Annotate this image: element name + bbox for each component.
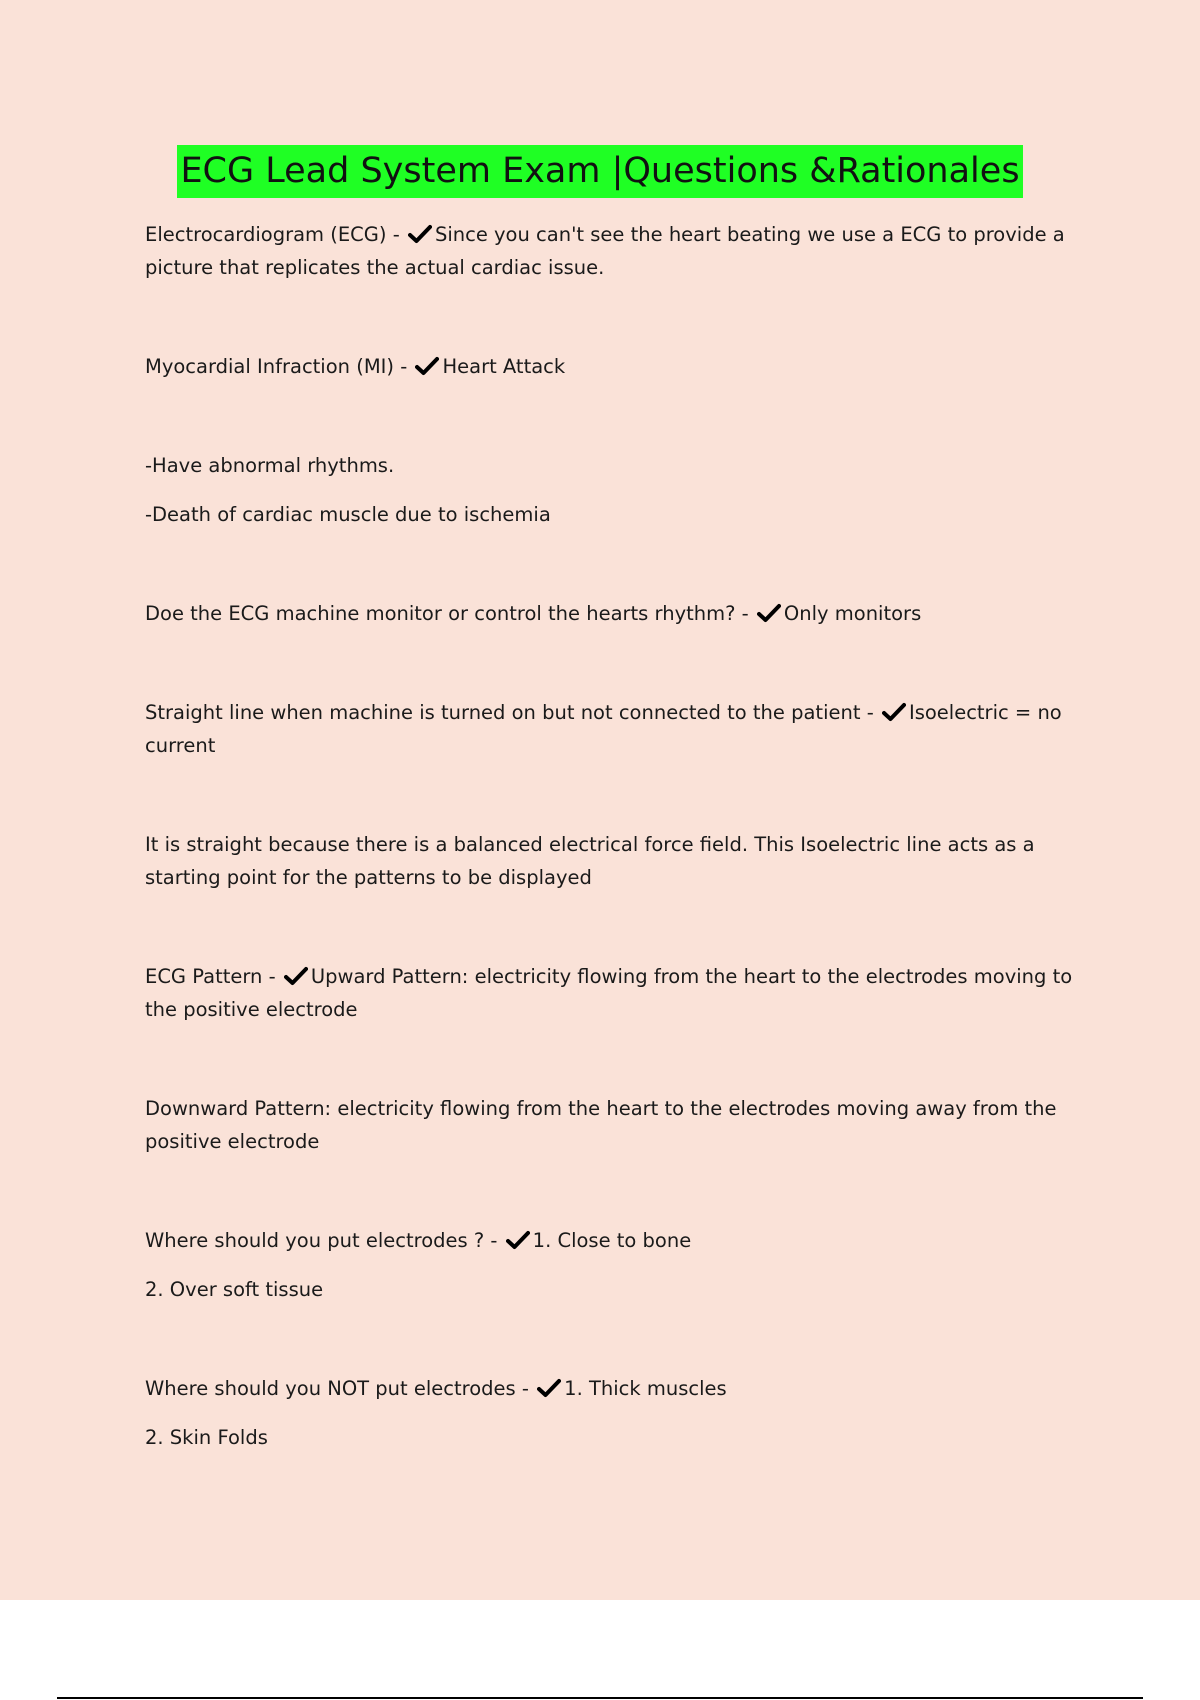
answer-continuation: 2. Over soft tissue: [145, 1278, 324, 1301]
answer-text: Since you can't see the heart beating we use a ECG to provide a picture that replicates the actual cardiac issue.: [145, 223, 1065, 279]
qa-entry-monitor: [145, 597, 1095, 630]
note-line: -Have abnormal rhythms.: [145, 454, 395, 477]
check-mark-icon: [537, 1378, 561, 1398]
question-text: Electrocardiogram (ECG) -: [145, 223, 406, 246]
check-mark-icon: [506, 1230, 530, 1250]
check-mark-icon: [408, 224, 432, 244]
note-line: -Death of cardiac muscle due to ischemia: [145, 503, 551, 526]
qa-entry-ecg: [145, 218, 1095, 284]
document-title: ECG Lead System Exam |Questions &Rationales: [177, 145, 1022, 198]
title-container: [0, 145, 1200, 198]
check-mark-icon: [284, 966, 308, 986]
question-text: ECG Pattern -: [145, 965, 282, 988]
qa-entry-put-electrodes: [145, 1224, 1095, 1257]
answer-text: Upward Pattern: electricity flowing from the heart to the electrodes moving to the positive electrode: [145, 965, 1073, 1021]
explanation-paragraph: Downward Pattern: electricity flowing from the heart to the electrodes moving away from the positive electrode: [145, 1097, 1057, 1153]
document-body: [145, 218, 1095, 1454]
explanation-paragraph: It is straight because there is a balanced electrical force field. This Isoelectric line acts as a starting point for the patterns to be displayed: [145, 833, 1035, 889]
question-text: Where should you NOT put electrodes -: [145, 1377, 536, 1400]
check-mark-icon: [882, 702, 906, 722]
answer-text: Only monitors: [783, 602, 922, 625]
question-text: Myocardial Infraction (MI) -: [145, 355, 414, 378]
qa-entry-ecg-pattern: [145, 960, 1095, 1026]
check-mark-icon: [757, 603, 781, 623]
footer-rule: [57, 1697, 1143, 1699]
answer-text: Isoelectric = no current: [145, 701, 1062, 757]
question-text: Doe the ECG machine monitor or control the hearts rhythm? -: [145, 602, 755, 625]
qa-entry-mi: [145, 350, 1095, 383]
answer-text: Heart Attack: [442, 355, 566, 378]
check-mark-icon: [415, 356, 439, 376]
answer-text: 1. Thick muscles: [564, 1377, 727, 1400]
qa-entry-not-put-electrodes: [145, 1372, 1095, 1405]
answer-text: 1. Close to bone: [532, 1229, 692, 1252]
answer-continuation: 2. Skin Folds: [145, 1426, 268, 1449]
question-text: Straight line when machine is turned on but not connected to the patient -: [145, 701, 880, 724]
qa-entry-straight-line: [145, 696, 1095, 762]
question-text: Where should you put electrodes ? -: [145, 1229, 504, 1252]
